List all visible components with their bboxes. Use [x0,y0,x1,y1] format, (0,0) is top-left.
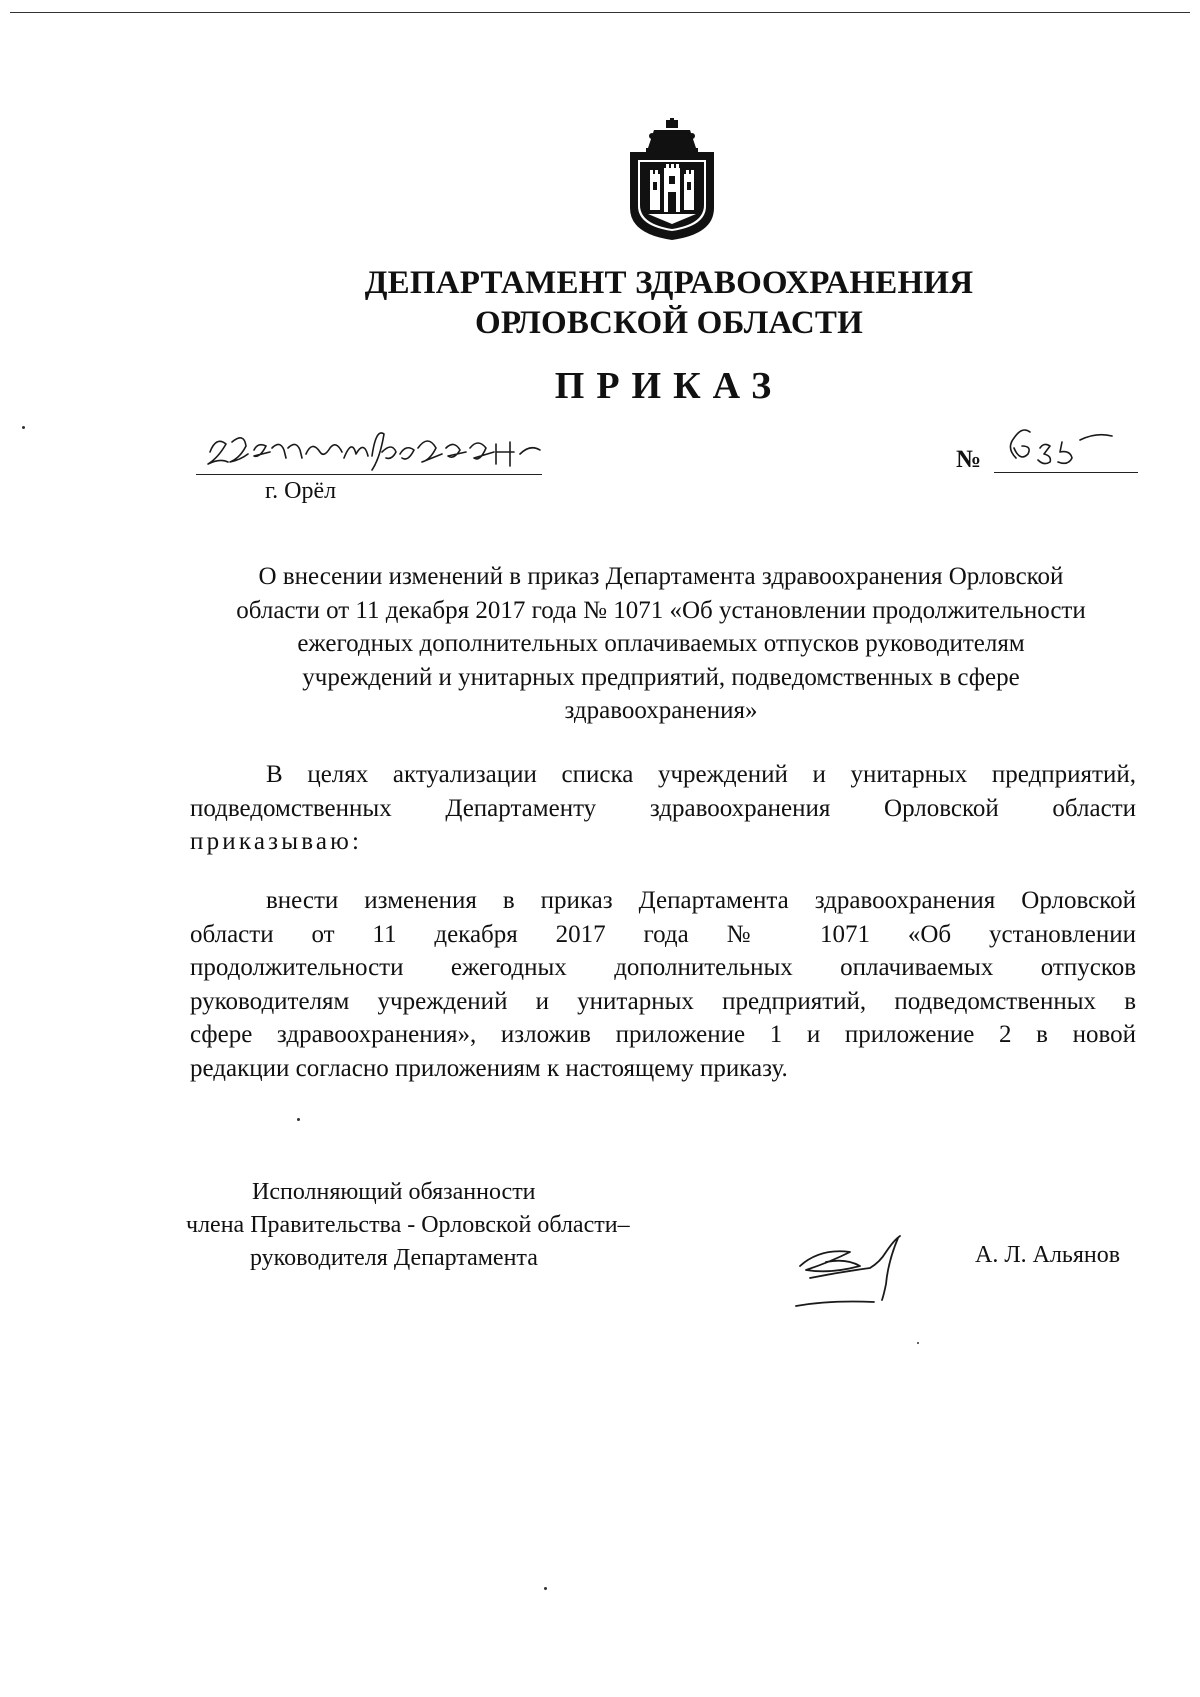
number-underline [994,472,1138,473]
orel-oblast-coat-of-arms-icon [626,118,718,240]
signatory-title-block [186,1176,630,1275]
handwritten-signature [790,1222,920,1312]
ink-speck [22,426,25,429]
paragraph-line: руководителям учреждений и унитарных предприятий, подведомственных в [190,987,1136,1015]
paragraph-line: подведомственных Департаменту здравоохранения Орловской области [190,794,1136,822]
paragraph-line: продолжительности ежегодных дополнительных оплачиваемых отпусков [190,954,1136,981]
subject-line: области от 11 декабря 2017 года № 1071 «Об установлении продолжительности [236,596,1086,624]
page-top-edge-line [10,12,1190,13]
subject-line: здравоохранения» [564,697,758,724]
paragraph-line: В целях актуализации списка учреждений и унитарных предприятий, [266,761,1136,788]
organization-name-line-2: ОРЛОВСКОЙ ОБЛАСТИ [474,305,864,341]
paragraph-line: области от 11 декабря 2017 года № 1071 «Об установлении [190,920,1136,948]
document-number-label: № [956,446,982,473]
ink-speck [917,1342,919,1344]
organization-name-line-1: ДЕПАРТАМЕНТ ЗДРАВООХРАНЕНИЯ [364,265,974,301]
signatory-title-line: члена Правительства - Орловской области– [186,1212,630,1238]
paragraph-line: редакции согласно приложениям к настоящему приказу. [190,1054,788,1082]
document-subject [176,560,1146,728]
subject-line: учреждений и унитарных предприятий, подведомственных в сфере [302,663,1020,691]
handwritten-number [1000,418,1120,474]
date-underline [196,474,542,475]
order-paragraph [190,884,1136,1085]
preamble-paragraph [190,758,1136,859]
paragraph-line: внести изменения в приказ Департамента здравоохранения Орловской [266,887,1136,914]
handwritten-date [196,418,556,478]
document-type-title: ПРИКАЗ [554,365,784,407]
subject-line: ежегодных дополнительных оплачиваемых отпусков руководителям [297,630,1025,657]
signatory-title-line: руководителя Департамента [250,1245,538,1271]
signatory-name: А. Л. Альянов [975,1242,1121,1268]
subject-line: О внесении изменений в приказ Департамента здравоохранения Орловской [258,563,1064,590]
paragraph-line: сфере здравоохранения», изложив приложение 1 и приложение 2 в новой [190,1021,1136,1048]
signatory-title-line: Исполняющий обязанности [252,1179,536,1205]
document-city: г. Орёл [265,478,337,504]
ink-speck [297,1118,300,1121]
ink-speck [544,1587,547,1590]
order-keyword: приказываю: [190,828,363,855]
